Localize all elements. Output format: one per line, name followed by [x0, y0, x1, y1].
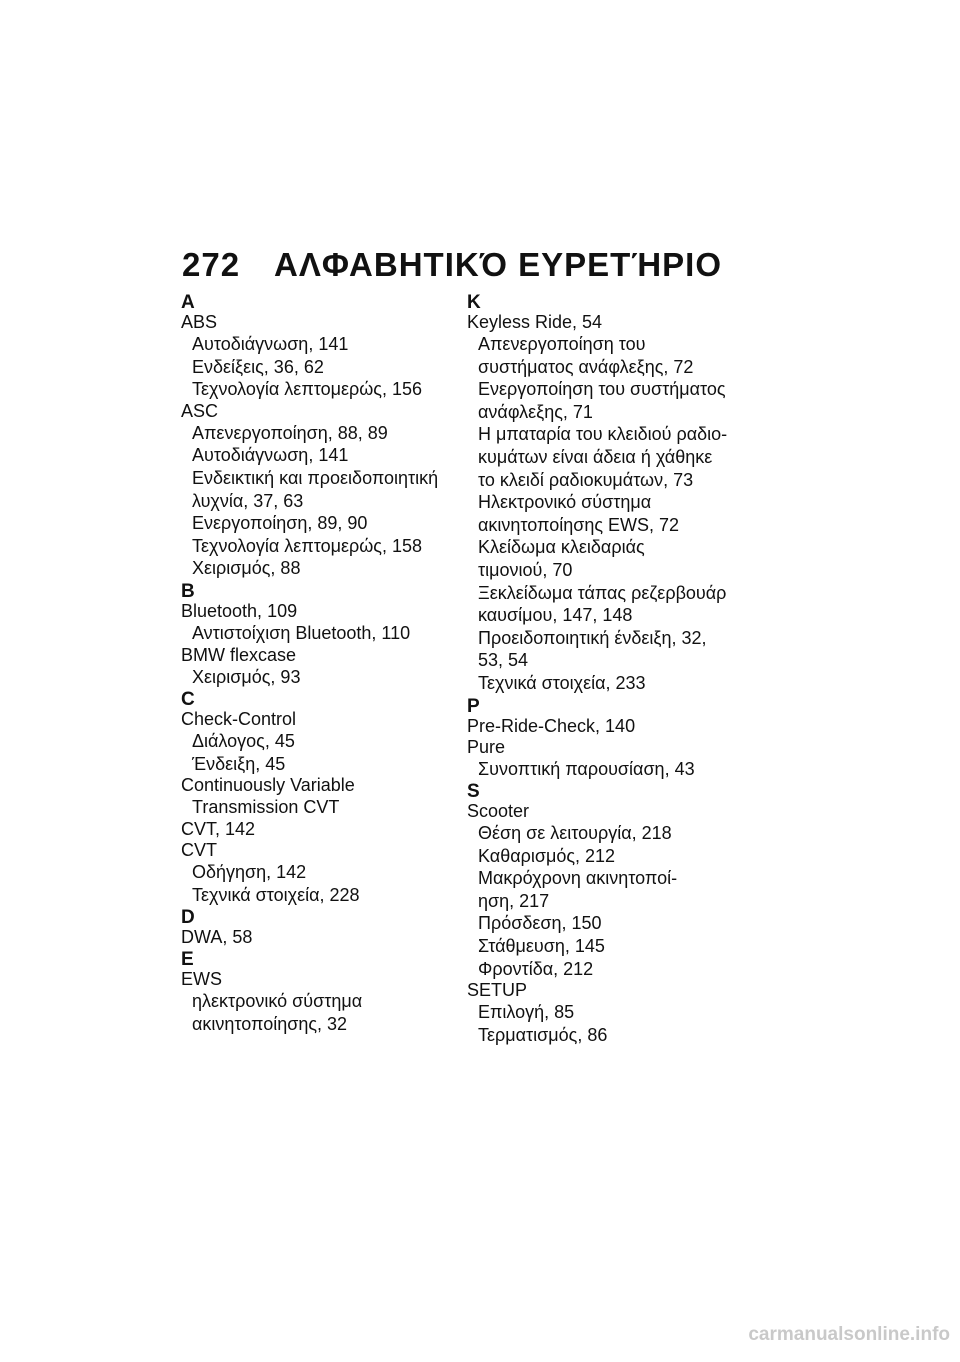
index-subentry: Τεχνικά στοιχεία, 228 [192, 884, 360, 905]
index-entry [181, 927, 451, 948]
index-subentry: Μακρόχρονη ακινητοποί- [478, 868, 678, 889]
section-letter: E [181, 949, 194, 971]
index-subentry: Τεχνολογία λεπτομερώς, 156 [192, 379, 423, 400]
index-entry [181, 969, 451, 1035]
index-subentry: Προειδοποιητική ένδειξη, 32, [478, 627, 707, 648]
index-subentry: Φροντίδα, 212 [478, 958, 594, 979]
index-subentry: συστήματος ανάφλεξης, 72 [478, 356, 694, 377]
index-section [181, 909, 451, 948]
index-entry [467, 312, 737, 695]
index-section [467, 294, 737, 695]
index-subentry: Ενδείξεις, 36, 62 [192, 356, 324, 377]
index-subentry: Πρόσδεση, 150 [478, 913, 602, 934]
index-subentry: ανάφλεξης, 71 [478, 401, 593, 422]
index-term: Keyless Ride, 54 [467, 312, 603, 332]
index-subentry: κυμάτων είναι άδεια ή χάθηκε [478, 446, 713, 467]
index-entry [181, 819, 451, 840]
index-subentry: Ενδεικτική και προειδοποιητική [192, 467, 439, 488]
index-entry [181, 401, 451, 580]
index-subentry: Απενεργοποίηση, 88, 89 [192, 422, 388, 443]
index-entry [467, 801, 737, 980]
index-section [181, 580, 451, 688]
index-term: Continuously Variable [181, 775, 355, 796]
index-subentry: Ξεκλείδωμα τάπας ρεζερβουάρ [478, 582, 727, 603]
index-subentry: Κλείδωμα κλειδαριάς [478, 537, 645, 558]
index-subentry: το κλειδί ραδιοκυμάτων, 73 [478, 469, 694, 490]
index-subentry: Αυτοδιάγνωση, 141 [192, 334, 349, 354]
index-term: Scooter [467, 801, 530, 822]
index-subentry: Ηλεκτρονικό σύστημα [478, 492, 652, 513]
page-title: ΑΛΦΑΒΗΤΙΚΌ ΕΥΡΕΤΉΡΙΟ [274, 246, 723, 283]
index-entry [467, 737, 737, 781]
index-entry [467, 716, 737, 737]
index-subentry: Καθαρισμός, 212 [478, 845, 616, 866]
index-subentry: Τεχνολογία λεπτομερώς, 158 [192, 535, 423, 556]
index-subentry: Ενεργοποίηση, 89, 90 [192, 513, 368, 534]
index-entry [181, 840, 451, 906]
index-entry [181, 709, 451, 775]
index-section [181, 691, 451, 906]
index-subentry: Αυτοδιάγνωση, 141 [192, 445, 349, 466]
index-subentry: Επιλογή, 85 [478, 1002, 575, 1023]
section-letter: B [181, 580, 195, 602]
index-subentry: Ένδειξη, 45 [192, 753, 286, 774]
index-term: SETUP [467, 980, 528, 1001]
index-term: CVT, 142 [181, 818, 256, 839]
index-term: BMW flexcase [181, 644, 297, 665]
section-letter: S [467, 781, 480, 803]
index-subentry: ηση, 217 [478, 890, 550, 911]
page-header [182, 246, 722, 284]
section-letter: D [181, 907, 195, 929]
index-section [467, 783, 737, 1046]
index-subentry: ακινητοποίησης, 32 [192, 1013, 348, 1034]
index-term: Bluetooth, 109 [181, 600, 298, 621]
index-subentry: Απενεργοποίηση του [478, 334, 646, 354]
section-letter: C [181, 689, 195, 711]
index-subentry: Χειρισμός, 88 [192, 558, 301, 579]
index-term: ABS [181, 312, 218, 332]
index-subentry: Αντιστοίχιση Bluetooth, 110 [192, 622, 411, 643]
index-subentry: ηλεκτρονικό σύστημα [192, 991, 363, 1012]
index-term: Pre-Ride-Check, 140 [467, 715, 636, 736]
index-subentry: 53, 54 [478, 650, 529, 671]
index-subentry: λυχνία, 37, 63 [192, 490, 304, 511]
section-letter: K [467, 292, 481, 313]
index-section [181, 951, 451, 1035]
index-column-right [467, 294, 737, 1049]
index-subentry: Transmission CVT [192, 797, 340, 818]
index-subentry: τιμονιού, 70 [478, 559, 573, 580]
index-section [467, 695, 737, 781]
page-number: 272 [182, 246, 241, 283]
index-term: Pure [467, 736, 506, 757]
index-subentry: Συνοπτική παρουσίαση, 43 [478, 758, 695, 779]
index-section [181, 294, 451, 580]
index-entry [181, 645, 451, 689]
index-subentry: Η μπαταρία του κλειδιού ραδιο- [478, 424, 728, 445]
index-entry [181, 775, 451, 819]
index-subentry: ακινητοποίησης EWS, 72 [478, 514, 680, 535]
index-subentry: Στάθμευση, 145 [478, 936, 605, 957]
section-letter: A [181, 292, 195, 313]
index-subentry: Ενεργοποίηση του συστήματος [478, 379, 726, 400]
index-term: EWS [181, 969, 223, 990]
section-letter: P [467, 695, 480, 717]
index-entry [181, 312, 451, 401]
index-subentry: Θέση σε λειτουργία, 218 [478, 823, 672, 844]
index-subentry: Χειρισμός, 93 [192, 666, 301, 687]
index-term: CVT [181, 839, 217, 860]
index-subentry: Τεχνικά στοιχεία, 233 [478, 672, 646, 693]
index-subentry: Διάλογος, 45 [192, 731, 295, 752]
index-subentry: Τερματισμός, 86 [478, 1024, 608, 1045]
index-term: DWA, 58 [181, 927, 253, 948]
index-column-left [181, 294, 451, 1038]
index-term: ASC [181, 400, 219, 421]
watermark-text: carmanualsonline.info [748, 1324, 950, 1345]
index-entry [467, 980, 737, 1046]
index-term: Check-Control [181, 709, 297, 730]
index-subentry: Οδήγηση, 142 [192, 861, 307, 882]
index-entry [181, 601, 451, 645]
index-subentry: καυσίμου, 147, 148 [478, 605, 633, 626]
